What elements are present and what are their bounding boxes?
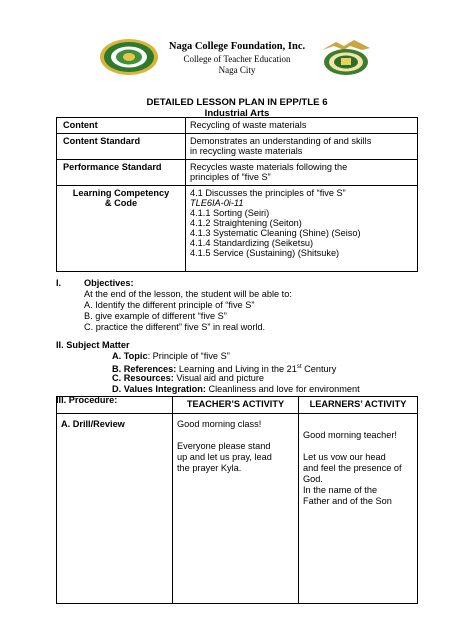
learning-competency-label: Learning Competency & Code [57, 186, 186, 272]
objective-item: C. practice the different” five S” in real world. [84, 322, 266, 332]
resources-value: Visual aid and picture [173, 373, 265, 383]
drill-review-label: A. Drill/Review [57, 414, 173, 604]
institution-name: Naga College Foundation, Inc. [168, 41, 306, 52]
lesson-info-table [56, 117, 418, 272]
learner-activity-header: LEARNERS’ ACTIVITY [299, 397, 418, 414]
topic-value: : Principle of “five S” [147, 351, 230, 361]
performance-standard-value: Recycles waste materials following the principles of “five S” [186, 160, 418, 186]
table-row [57, 186, 418, 272]
table-row [57, 134, 418, 160]
references-value: Learning and Living in the 21 [176, 364, 297, 375]
content-standard-value: Demonstrates an understanding of and skills in recycling waste materials [186, 134, 418, 160]
learner-activity-cell: Good morning teacher! Let us vow our head and feel the presence of God. In the name of the Father and of the Son [299, 414, 418, 604]
table-row [57, 118, 418, 134]
performance-standard-label: Performance Standard [57, 160, 186, 186]
blank-header-cell [57, 397, 173, 414]
topic-line [112, 351, 230, 362]
table-row [57, 160, 418, 186]
references-sup: st [296, 364, 302, 370]
table-row [57, 397, 418, 414]
references-value-after: Century [301, 364, 337, 375]
city-name: Naga City [218, 65, 256, 75]
lesson-plan-title: DETAILED LESSON PLAN IN EPP/TLE 6 [146, 97, 328, 108]
objectives-intro: At the end of the lesson, the student will be able to: [84, 289, 292, 299]
resources-label: C. Resources: [112, 373, 174, 383]
objectives-numeral: I. [56, 278, 62, 288]
procedure-heading: III. Procedure: [56, 395, 118, 405]
teacher-activity-header: TEACHER’S ACTIVITY [173, 397, 299, 414]
content-label: Content [57, 118, 186, 134]
objective-item: A. Identify the different principle of “five S” [84, 300, 255, 310]
teacher-activity-cell: Good morning class! Everyone please stand up and let us pray, lead the prayer Kyla. [173, 414, 299, 604]
topic-label: A. Topic [112, 351, 148, 361]
values-label: D. Values Integration: [112, 384, 206, 394]
subject-matter-heading: II. Subject Matter [56, 340, 130, 350]
resources-line [112, 373, 264, 384]
references-label: B. References: [112, 364, 177, 375]
table-row [57, 414, 418, 604]
learning-competency-value: 4.1 Discusses the principles of “five S” TLE6IA-0i-11 4.1.1 Sorting (Seiri) 4.1.2 Straightening (Seiton) 4.1.3 Systematic Cleaning (Shine) (Seiso) 4.1.4 Standardizing (Seiketsu) 4.1.5 Service (Sustaining) (Shitsuke) [186, 186, 418, 272]
values-line [112, 384, 360, 395]
content-value: Recycling of waste materials [186, 118, 418, 134]
content-standard-label: Content Standard [57, 134, 186, 160]
college-name: College of Teacher Education [183, 54, 291, 64]
objective-item: B. give example of different “five S” [84, 311, 227, 321]
objectives-heading: Objectives: [84, 278, 134, 288]
lesson-plan-subtitle: Industrial Arts [204, 108, 270, 119]
procedure-table [56, 396, 418, 604]
values-value: Cleanliness and love for environment [205, 384, 360, 394]
